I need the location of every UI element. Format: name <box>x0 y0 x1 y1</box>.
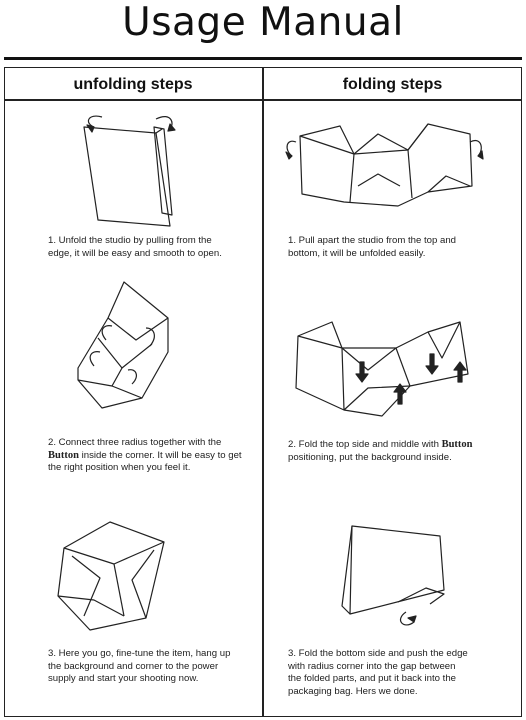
unfold-step-3-illustration <box>54 520 174 635</box>
curved-arrow-a-icon <box>102 326 112 340</box>
right-peak-line <box>408 124 428 150</box>
page-title: Usage Manual <box>122 0 404 45</box>
panel-edge-line <box>156 129 162 133</box>
arrowhead-right-icon <box>478 151 483 159</box>
fold-step-2-text: 2. Fold the top side and middle with Button positioning, put the background inside. <box>288 439 473 463</box>
center-fold-line <box>342 348 396 370</box>
folded-studio-outline-shape <box>296 322 468 416</box>
fold-step-1-text: 1. Pull apart the studio from the top and bottom, it will be unfolded easily. <box>288 235 456 259</box>
unfold-step-2-illustration <box>76 280 196 430</box>
unfolding-steps-heading: unfolding steps <box>73 76 193 93</box>
fold-step-2-illustration <box>292 318 482 418</box>
unfold-step-1-illustration <box>70 105 190 230</box>
box-outline-shape <box>58 522 164 630</box>
right-panel-line <box>396 348 410 386</box>
unfold-step-3-text: 3. Here you go, fine-tune the item, hang up the background and corner to the power supply and start your shooting now. <box>48 648 231 685</box>
frame-inner-mid-line <box>98 338 152 368</box>
fold-step-1-illustration <box>278 118 488 210</box>
unfold-step-2-text: 2. Connect three radius together with the Button inside the corner. It will be easy to get the right position when you feel it. <box>48 437 242 474</box>
title-underline <box>4 57 522 60</box>
column-divider <box>262 67 264 717</box>
box-top-edge-line <box>64 542 164 564</box>
up-arrow-icon <box>454 362 466 382</box>
down-arrow-icon <box>356 362 368 382</box>
frame-outline-shape <box>78 282 168 408</box>
unfold-step-1-text: 1. Unfold the studio by pulling from the edge, it will be easy and smooth to open. <box>48 235 222 259</box>
folded-panel-shape <box>350 526 444 614</box>
fold-step-3-text: 3. Fold the bottom side and push the edge with radius corner into the gap between the folded parts, and put it back into the packaging bag. Hers we done. <box>288 648 468 697</box>
arrowhead-right-icon <box>168 124 175 131</box>
box-front-corner-line <box>114 564 124 616</box>
left-panel-fold-line <box>300 136 354 202</box>
right-panel-fold-line <box>408 150 412 198</box>
frame-inner-top-line <box>108 318 168 340</box>
frame-fold-line <box>112 368 122 386</box>
arrowhead-icon <box>408 616 416 622</box>
frame-inner-bottom-line <box>78 380 142 398</box>
down-arrow-icon <box>426 354 438 374</box>
folded-studio-outline-shape <box>300 124 472 206</box>
center-lower-fold-line <box>358 174 400 186</box>
panel-back-shape <box>84 127 170 226</box>
folding-steps-heading: folding steps <box>342 76 443 93</box>
curved-arrow-c-icon <box>90 352 100 366</box>
box-right-fold-line <box>132 550 154 618</box>
box-left-fold-line <box>72 556 100 616</box>
fold-step-3-illustration <box>338 522 458 632</box>
curved-arrow-d-icon <box>128 370 136 384</box>
curved-arrow-left-icon <box>88 116 102 127</box>
